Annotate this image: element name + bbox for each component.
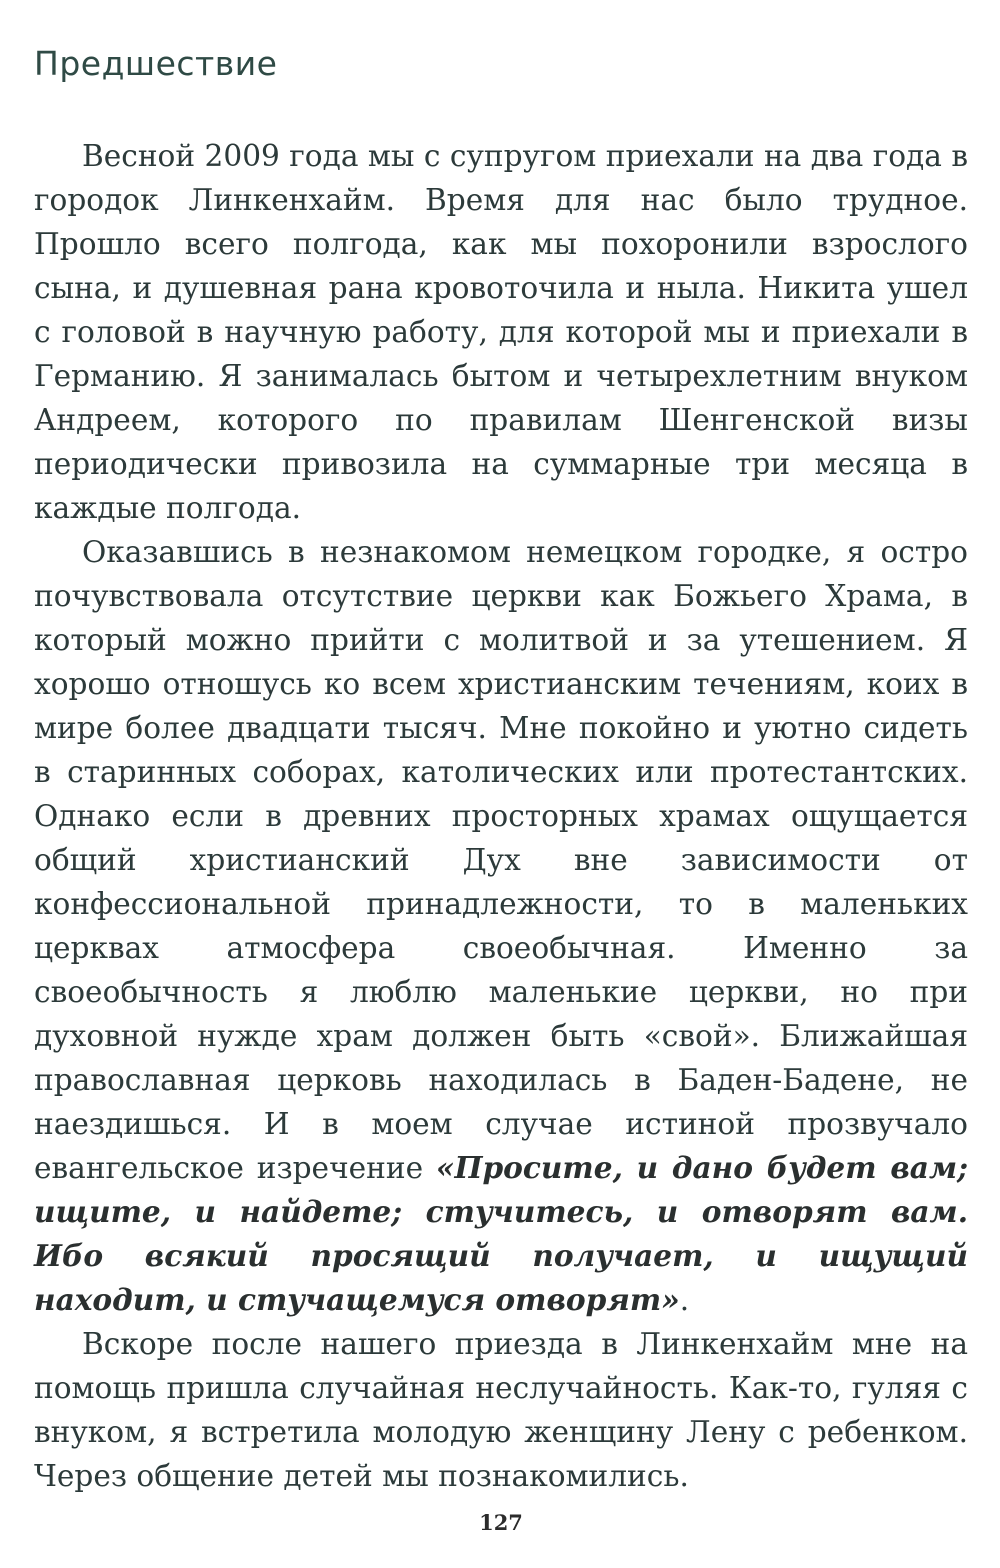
page-number: 127 [479, 1510, 523, 1535]
body-text [34, 134, 968, 1498]
book-page [34, 0, 968, 1568]
paragraph-2-text: Оказавшись в незнакомом немецком городке, я остро почувствовала отсутствие церкви как Божьего Храма, в который можно прийти с молитвой и за утешением. Я хорошо отношусь ко всем христианским течениям, коих в мире более двадцати тысяч. Мне покойно и уютно сидеть в старинных соборах, католических или протестантских. Однако если в древних просторных храмах ощущается общий христианский Дух вне зависимости от конфессиональной принадлежности, то в маленьких церквах атмосфера своеобычная. Именно за своеобычность я люблю маленькие церкви, но при духовной нужде храм должен быть «свой». Ближайшая православная церковь находилась в Баден-Бадене, не наездишься. И в моем случае истиной прозвучало евангельское изречение [34, 535, 968, 1185]
gospel-quote: «Просите, и дано будет вам; ищите, и найдете; стучитесь, и отворят вам. Ибо всякий просящий получает, и ищущий находит, и стучащемуся отворят» [34, 1150, 968, 1317]
paragraph-1: Весной 2009 года мы с супругом приехали на два года в городок Линкенхайм. Время для нас было трудное. Прошло всего полгода, как мы похоронили взрослого сына, и душевная рана кровоточила и ныла. Никита ушел с головой в научную работу, для которой мы и приехали в Германию. Я занималась бытом и четырехлетним внуком Андреем, которого по правилам Шенгенской визы периодически привозила на суммарные три месяца в каждые полгода. [34, 139, 968, 525]
paragraph-2 [34, 530, 968, 1322]
chapter-title: Предшествие [34, 44, 278, 83]
paragraph-3: Вскоре после нашего приезда в Линкенхайм мне на помощь пришла случайная неслучайность. Как-то, гуляя с внуком, я встретила молодую женщину Лену с ребенком. Через общение детей мы познакомились. [34, 1327, 968, 1493]
paragraph-2-end: . [679, 1283, 690, 1317]
